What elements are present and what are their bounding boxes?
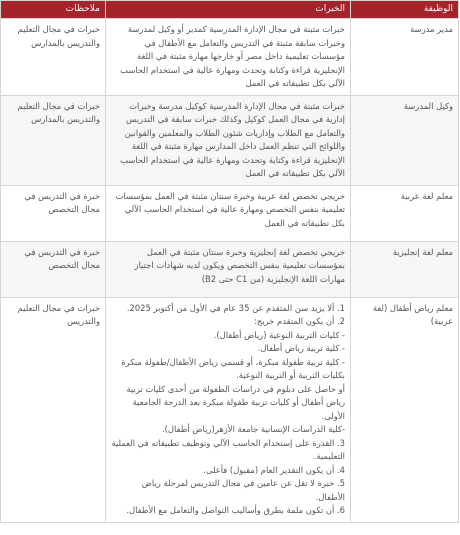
- job-notes-cell: خبرة في التدريس في مجال التخصص: [1, 185, 106, 241]
- job-experience-cell: خبرات مثبتة في مجال الإدارة المدرسية كوكيل مدرسة وخبرات إدارية في مجال العمل كوكيل وكذلك خبرات سابقة في التدريس والتعامل مع الطلاب وإداريات شئون الطلاب والمعلمين والقوانين واللوائح التي تنظم العمل داخل المدارس مهارة مثبتة في اللغة الإنجليزية قراءة وكتابة وتحدث ومهارة عالية في استخدام الحاسب الآلي بكل تطبيقاته في العمل: [106, 95, 351, 185]
- job-notes-cell: خبرات في مجال التعليم والتدريس بالمدارس: [1, 95, 106, 185]
- header-notes: ملاحظات: [1, 1, 106, 19]
- requirement-line: 1. ألا يزيد سن المتقدم عن 35 عام في الأول من أكتوبر 2025.: [126, 302, 345, 313]
- requirement-line: - كلية تربية رياض أطفال.: [257, 343, 345, 353]
- header-title: الوظيفة: [351, 1, 459, 19]
- requirement-line: 6. أن تكون ملمة بطرق وأساليب التواصل والتعامل مع الأطفال.: [126, 505, 345, 515]
- job-experience-cell: خريجي تخصص لغة إنجليزية وخبرة سنتان مثبتة في العمل بمؤسسات تعليمية بنفس التخصص ويكون لديه شهادات اجتياز مهارات اللغة الإنجليزية (من C1 حتى B2): [106, 241, 351, 297]
- job-title-cell: معلم رياض أطفال (لغة عربية): [351, 297, 459, 522]
- table-row: [1, 95, 459, 185]
- job-notes-cell: خبرات في مجال التعليم والتدريس: [1, 297, 106, 522]
- table-row: [1, 241, 459, 297]
- job-title-cell: وكيل المدرسة: [351, 95, 459, 185]
- requirement-line: -كلية الدراسات الإنسانية جامعة الأزهر(رياض أطفال).: [161, 424, 345, 434]
- table-row: [1, 297, 459, 522]
- requirement-line: 4. أن يكون التقدير العام (مقبول) فأعلى.: [203, 464, 345, 475]
- job-experience-cell: [106, 297, 351, 522]
- table-header-row: [1, 1, 459, 19]
- requirement-line: - كلية تربية طفولة مبكرة، أو قسمي رياض الأطفال/طفولة مبكرة بكليات التربية أو التربية النوعية.: [121, 356, 345, 380]
- job-experience-cell: خبرات مثبتة في مجال الإدارة المدرسية كمدير أو وكيل لمدرسة وخبرات سابقة مثبتة في التدريس والتعامل مع الأطفال في مؤسسات تعليمية داخل مصر أو خارجها مهارة مثبتة في اللغة الإنجليزية قراءة وكتابة وتحدث ومهارة عالية في استخدام الحاسب الآلي بكل تطبيقاته في العمل: [106, 19, 351, 96]
- header-experience: الخبرات: [106, 1, 351, 19]
- requirement-line: - كليات التربية النوعية (رياض أطفال).: [213, 329, 345, 340]
- job-experience-cell: خريجي تخصص لغة عربية وخبرة سنتان مثبتة في العمل بمؤسسات تعليمية بنفس التخصص ومهارة عالية في استخدام الحاسب الآلي بكل تطبيقاته في العمل: [106, 185, 351, 241]
- job-title-cell: معلم لغة عربية: [351, 185, 459, 241]
- job-title-cell: مدير مدرسة: [351, 19, 459, 96]
- requirement-line: 2. أن يكون المتقدم خريج:: [254, 316, 345, 326]
- table-row: [1, 19, 459, 96]
- job-title-cell: معلم لغة إنجليزية: [351, 241, 459, 297]
- job-notes-cell: خبرة في التدريس في مجال التخصص: [1, 241, 106, 297]
- job-notes-cell: خبرات في مجال التعليم والتدريس بالمدارس: [1, 19, 106, 96]
- requirement-line: أو حاصل على دبلوم في دراسات الطفولة من أحدى كليات تربية رياض أطفال أو كليات تربية طفولة مبكرة بعد الدرجة الجامعية الأولى.: [126, 383, 345, 421]
- requirement-line: 5. خبرة لا تقل عن عامين في مجال التدريس لمرحلة رياض الأطفال.: [141, 478, 345, 502]
- requirement-line: 3. القدرة على إستخدام الحاسب الآلي وتوظيف تطبيقاته في العملية التعليمية.: [111, 437, 345, 461]
- table-row: [1, 185, 459, 241]
